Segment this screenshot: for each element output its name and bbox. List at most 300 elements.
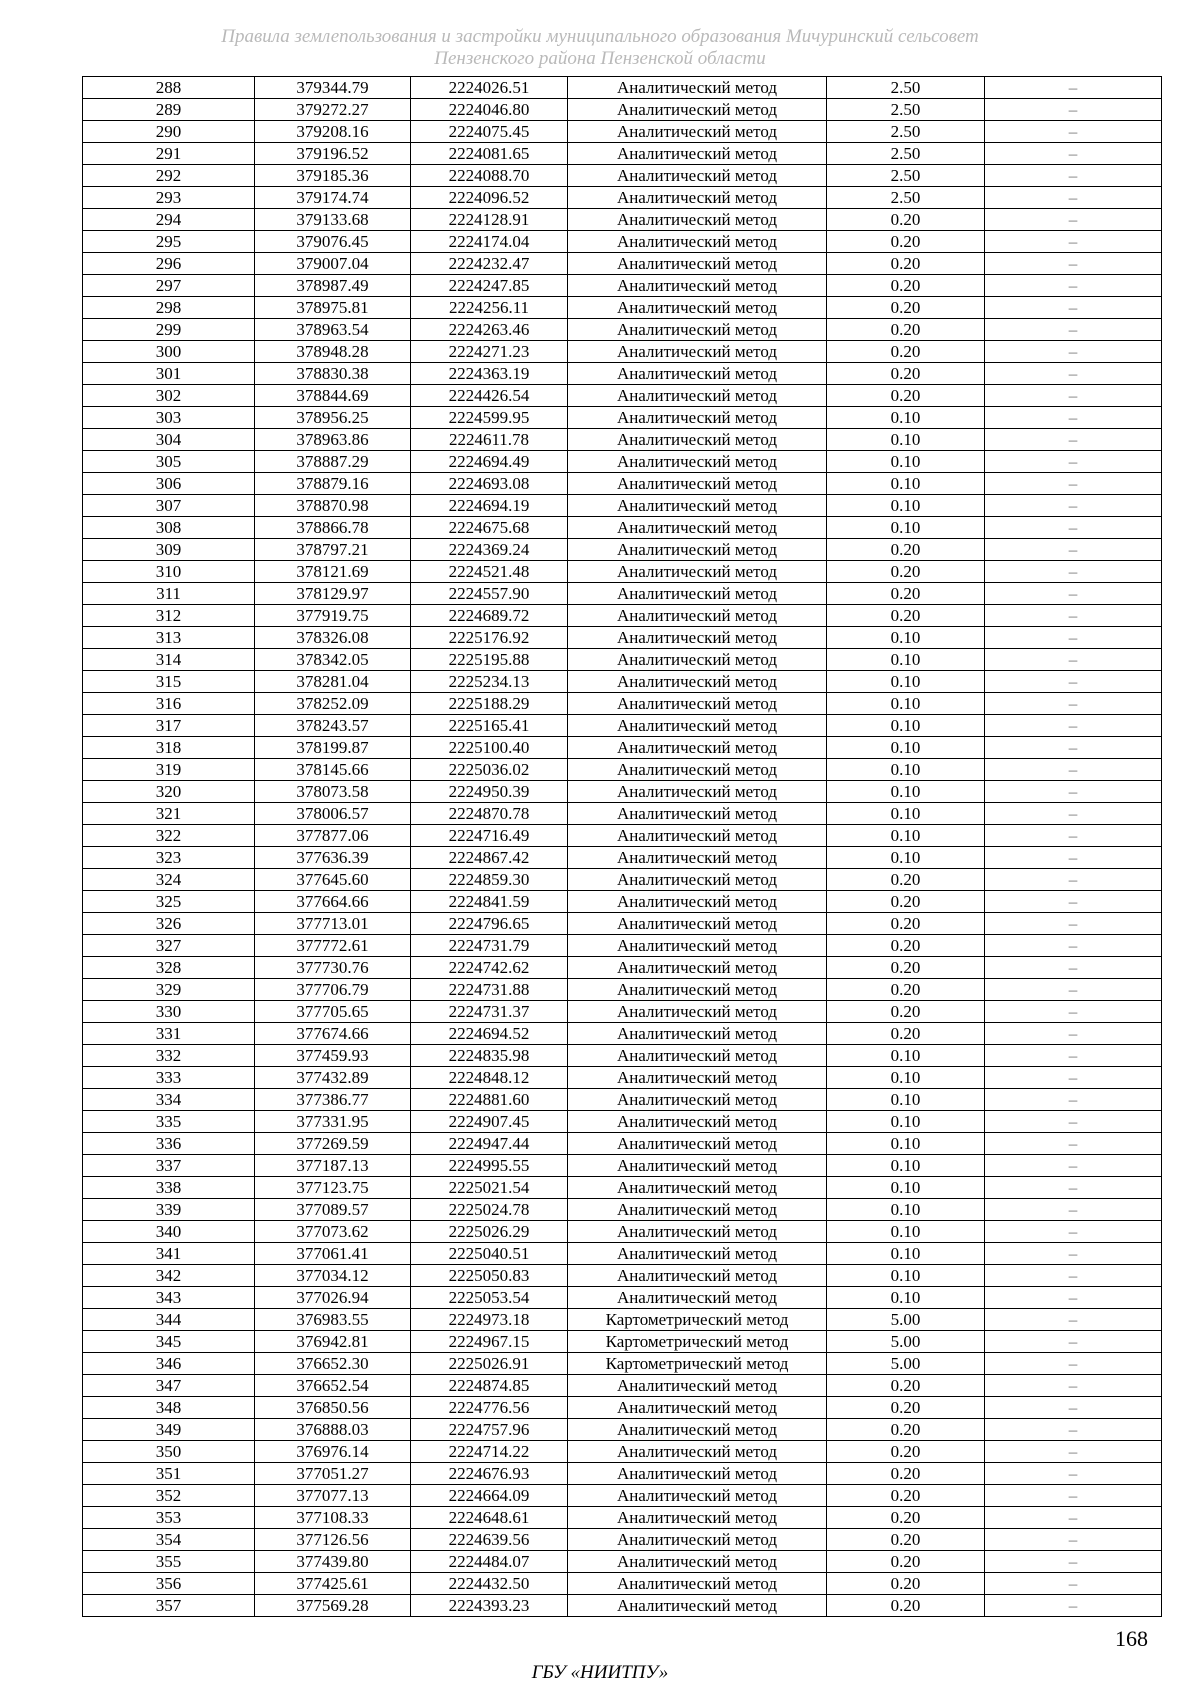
accuracy-cell: 0.10	[827, 1199, 985, 1221]
method-cell: Аналитический метод	[568, 759, 827, 781]
method-cell: Аналитический метод	[568, 209, 827, 231]
point-number-cell: 288	[83, 77, 255, 99]
y-coordinate-cell: 2224432.50	[411, 1573, 568, 1595]
table-row	[83, 231, 1162, 253]
x-coordinate-cell: 379344.79	[255, 77, 411, 99]
note-cell: –	[985, 1199, 1162, 1221]
table-row	[83, 187, 1162, 209]
table-row	[83, 121, 1162, 143]
method-cell: Аналитический метод	[568, 847, 827, 869]
accuracy-cell: 0.10	[827, 429, 985, 451]
accuracy-cell: 0.20	[827, 539, 985, 561]
x-coordinate-cell: 378342.05	[255, 649, 411, 671]
x-coordinate-cell: 377061.41	[255, 1243, 411, 1265]
y-coordinate-cell: 2224128.91	[411, 209, 568, 231]
table-row	[83, 1265, 1162, 1287]
point-number-cell: 349	[83, 1419, 255, 1441]
y-coordinate-cell: 2224599.95	[411, 407, 568, 429]
x-coordinate-cell: 378073.58	[255, 781, 411, 803]
method-cell: Аналитический метод	[568, 1265, 827, 1287]
y-coordinate-cell: 2224973.18	[411, 1309, 568, 1331]
y-coordinate-cell: 2225195.88	[411, 649, 568, 671]
accuracy-cell: 0.20	[827, 561, 985, 583]
x-coordinate-cell: 378879.16	[255, 473, 411, 495]
x-coordinate-cell: 378887.29	[255, 451, 411, 473]
table-row	[83, 1243, 1162, 1265]
x-coordinate-cell: 379196.52	[255, 143, 411, 165]
x-coordinate-cell: 376850.56	[255, 1397, 411, 1419]
note-cell: –	[985, 1397, 1162, 1419]
x-coordinate-cell: 378129.97	[255, 583, 411, 605]
x-coordinate-cell: 379272.27	[255, 99, 411, 121]
point-number-cell: 338	[83, 1177, 255, 1199]
method-cell: Аналитический метод	[568, 1507, 827, 1529]
point-number-cell: 354	[83, 1529, 255, 1551]
point-number-cell: 331	[83, 1023, 255, 1045]
note-cell: –	[985, 517, 1162, 539]
y-coordinate-cell: 2224046.80	[411, 99, 568, 121]
x-coordinate-cell: 378199.87	[255, 737, 411, 759]
method-cell: Аналитический метод	[568, 297, 827, 319]
accuracy-cell: 0.20	[827, 385, 985, 407]
y-coordinate-cell: 2225234.13	[411, 671, 568, 693]
method-cell: Аналитический метод	[568, 979, 827, 1001]
table-row	[83, 143, 1162, 165]
y-coordinate-cell: 2224484.07	[411, 1551, 568, 1573]
accuracy-cell: 0.10	[827, 715, 985, 737]
table-row	[83, 473, 1162, 495]
accuracy-cell: 0.20	[827, 957, 985, 979]
y-coordinate-cell: 2224256.11	[411, 297, 568, 319]
x-coordinate-cell: 379076.45	[255, 231, 411, 253]
note-cell: –	[985, 583, 1162, 605]
method-cell: Аналитический метод	[568, 99, 827, 121]
note-cell: –	[985, 781, 1162, 803]
accuracy-cell: 0.20	[827, 979, 985, 1001]
page-footer: ГБУ «НИИТПУ»	[531, 1662, 669, 1683]
y-coordinate-cell: 2224694.49	[411, 451, 568, 473]
x-coordinate-cell: 378956.25	[255, 407, 411, 429]
y-coordinate-cell: 2225100.40	[411, 737, 568, 759]
accuracy-cell: 0.20	[827, 1397, 985, 1419]
y-coordinate-cell: 2225021.54	[411, 1177, 568, 1199]
y-coordinate-cell: 2224950.39	[411, 781, 568, 803]
accuracy-cell: 0.10	[827, 649, 985, 671]
note-cell: –	[985, 1485, 1162, 1507]
point-number-cell: 303	[83, 407, 255, 429]
y-coordinate-cell: 2224907.45	[411, 1111, 568, 1133]
table-row	[83, 99, 1162, 121]
method-cell: Аналитический метод	[568, 539, 827, 561]
point-number-cell: 340	[83, 1221, 255, 1243]
table-row	[83, 517, 1162, 539]
note-cell: –	[985, 1001, 1162, 1023]
x-coordinate-cell: 379007.04	[255, 253, 411, 275]
x-coordinate-cell: 377706.79	[255, 979, 411, 1001]
method-cell: Аналитический метод	[568, 165, 827, 187]
note-cell: –	[985, 1309, 1162, 1331]
note-cell: –	[985, 957, 1162, 979]
y-coordinate-cell: 2224859.30	[411, 869, 568, 891]
x-coordinate-cell: 378243.57	[255, 715, 411, 737]
point-number-cell: 355	[83, 1551, 255, 1573]
x-coordinate-cell: 378326.08	[255, 627, 411, 649]
x-coordinate-cell: 378948.28	[255, 341, 411, 363]
point-number-cell: 357	[83, 1595, 255, 1617]
note-cell: –	[985, 671, 1162, 693]
accuracy-cell: 0.10	[827, 671, 985, 693]
x-coordinate-cell: 378252.09	[255, 693, 411, 715]
x-coordinate-cell: 377664.66	[255, 891, 411, 913]
accuracy-cell: 0.20	[827, 1507, 985, 1529]
table-row	[83, 847, 1162, 869]
accuracy-cell: 0.10	[827, 1089, 985, 1111]
x-coordinate-cell: 376652.30	[255, 1353, 411, 1375]
x-coordinate-cell: 378987.49	[255, 275, 411, 297]
y-coordinate-cell: 2224947.44	[411, 1133, 568, 1155]
table-row	[83, 1133, 1162, 1155]
table-row	[83, 825, 1162, 847]
method-cell: Аналитический метод	[568, 1089, 827, 1111]
x-coordinate-cell: 377089.57	[255, 1199, 411, 1221]
note-cell: –	[985, 297, 1162, 319]
method-cell: Картометрический метод	[568, 1309, 827, 1331]
point-number-cell: 298	[83, 297, 255, 319]
note-cell: –	[985, 1067, 1162, 1089]
coordinates-table-wrapper	[82, 76, 1161, 1617]
x-coordinate-cell: 376652.54	[255, 1375, 411, 1397]
x-coordinate-cell: 377386.77	[255, 1089, 411, 1111]
table-row	[83, 781, 1162, 803]
x-coordinate-cell: 377432.89	[255, 1067, 411, 1089]
note-cell: –	[985, 143, 1162, 165]
table-row	[83, 1067, 1162, 1089]
accuracy-cell: 0.20	[827, 1551, 985, 1573]
accuracy-cell: 0.10	[827, 1177, 985, 1199]
note-cell: –	[985, 803, 1162, 825]
method-cell: Аналитический метод	[568, 671, 827, 693]
note-cell: –	[985, 187, 1162, 209]
table-row	[83, 957, 1162, 979]
note-cell: –	[985, 847, 1162, 869]
method-cell: Аналитический метод	[568, 935, 827, 957]
point-number-cell: 353	[83, 1507, 255, 1529]
note-cell: –	[985, 319, 1162, 341]
table-row	[83, 1485, 1162, 1507]
accuracy-cell: 2.50	[827, 77, 985, 99]
table-row	[83, 583, 1162, 605]
method-cell: Аналитический метод	[568, 1067, 827, 1089]
table-row	[83, 1155, 1162, 1177]
table-row	[83, 385, 1162, 407]
point-number-cell: 334	[83, 1089, 255, 1111]
accuracy-cell: 0.10	[827, 1133, 985, 1155]
note-cell: –	[985, 1463, 1162, 1485]
accuracy-cell: 0.10	[827, 627, 985, 649]
accuracy-cell: 0.20	[827, 1419, 985, 1441]
y-coordinate-cell: 2224731.37	[411, 1001, 568, 1023]
table-row	[83, 539, 1162, 561]
table-row	[83, 319, 1162, 341]
table-row	[83, 495, 1162, 517]
x-coordinate-cell: 377919.75	[255, 605, 411, 627]
y-coordinate-cell: 2224848.12	[411, 1067, 568, 1089]
note-cell: –	[985, 451, 1162, 473]
point-number-cell: 339	[83, 1199, 255, 1221]
method-cell: Аналитический метод	[568, 1419, 827, 1441]
note-cell: –	[985, 1133, 1162, 1155]
point-number-cell: 315	[83, 671, 255, 693]
accuracy-cell: 0.10	[827, 1221, 985, 1243]
method-cell: Аналитический метод	[568, 605, 827, 627]
point-number-cell: 296	[83, 253, 255, 275]
note-cell: –	[985, 1155, 1162, 1177]
y-coordinate-cell: 2224075.45	[411, 121, 568, 143]
y-coordinate-cell: 2224731.79	[411, 935, 568, 957]
method-cell: Аналитический метод	[568, 275, 827, 297]
accuracy-cell: 0.10	[827, 1265, 985, 1287]
point-number-cell: 318	[83, 737, 255, 759]
point-number-cell: 323	[83, 847, 255, 869]
y-coordinate-cell: 2224557.90	[411, 583, 568, 605]
x-coordinate-cell: 377123.75	[255, 1177, 411, 1199]
table-row	[83, 1089, 1162, 1111]
y-coordinate-cell: 2225176.92	[411, 627, 568, 649]
note-cell: –	[985, 539, 1162, 561]
point-number-cell: 326	[83, 913, 255, 935]
point-number-cell: 312	[83, 605, 255, 627]
note-cell: –	[985, 1573, 1162, 1595]
point-number-cell: 333	[83, 1067, 255, 1089]
table-row	[83, 1463, 1162, 1485]
table-row	[83, 649, 1162, 671]
x-coordinate-cell: 377026.94	[255, 1287, 411, 1309]
accuracy-cell: 0.10	[827, 1067, 985, 1089]
y-coordinate-cell: 2224648.61	[411, 1507, 568, 1529]
method-cell: Аналитический метод	[568, 781, 827, 803]
x-coordinate-cell: 377077.13	[255, 1485, 411, 1507]
table-row	[83, 1023, 1162, 1045]
point-number-cell: 319	[83, 759, 255, 781]
point-number-cell: 330	[83, 1001, 255, 1023]
header-line-1: Правила землепользования и застройки муниципального образования Мичуринский сельсовет	[221, 26, 979, 47]
note-cell: –	[985, 759, 1162, 781]
note-cell: –	[985, 1265, 1162, 1287]
accuracy-cell: 0.10	[827, 495, 985, 517]
point-number-cell: 290	[83, 121, 255, 143]
x-coordinate-cell: 376942.81	[255, 1331, 411, 1353]
accuracy-cell: 2.50	[827, 165, 985, 187]
note-cell: –	[985, 1045, 1162, 1067]
table-row	[83, 429, 1162, 451]
method-cell: Аналитический метод	[568, 583, 827, 605]
note-cell: –	[985, 429, 1162, 451]
x-coordinate-cell: 376983.55	[255, 1309, 411, 1331]
method-cell: Аналитический метод	[568, 803, 827, 825]
x-coordinate-cell: 378797.21	[255, 539, 411, 561]
table-row	[83, 1111, 1162, 1133]
note-cell: –	[985, 209, 1162, 231]
method-cell: Аналитический метод	[568, 495, 827, 517]
point-number-cell: 310	[83, 561, 255, 583]
table-row	[83, 1595, 1162, 1617]
y-coordinate-cell: 2224796.65	[411, 913, 568, 935]
method-cell: Аналитический метод	[568, 1221, 827, 1243]
point-number-cell: 324	[83, 869, 255, 891]
y-coordinate-cell: 2225053.54	[411, 1287, 568, 1309]
y-coordinate-cell: 2224757.96	[411, 1419, 568, 1441]
y-coordinate-cell: 2224232.47	[411, 253, 568, 275]
x-coordinate-cell: 378006.57	[255, 803, 411, 825]
x-coordinate-cell: 377877.06	[255, 825, 411, 847]
table-row	[83, 363, 1162, 385]
x-coordinate-cell: 378844.69	[255, 385, 411, 407]
table-row	[83, 869, 1162, 891]
y-coordinate-cell: 2224639.56	[411, 1529, 568, 1551]
x-coordinate-cell: 377108.33	[255, 1507, 411, 1529]
point-number-cell: 352	[83, 1485, 255, 1507]
note-cell: –	[985, 1375, 1162, 1397]
note-cell: –	[985, 1023, 1162, 1045]
point-number-cell: 295	[83, 231, 255, 253]
point-number-cell: 320	[83, 781, 255, 803]
header-line-2: Пензенского района Пензенской области	[434, 48, 766, 69]
accuracy-cell: 0.20	[827, 231, 985, 253]
y-coordinate-cell: 2224694.19	[411, 495, 568, 517]
table-row	[83, 209, 1162, 231]
accuracy-cell: 2.50	[827, 187, 985, 209]
accuracy-cell: 0.10	[827, 1287, 985, 1309]
table-row	[83, 253, 1162, 275]
x-coordinate-cell: 378121.69	[255, 561, 411, 583]
note-cell: –	[985, 231, 1162, 253]
y-coordinate-cell: 2224881.60	[411, 1089, 568, 1111]
y-coordinate-cell: 2224521.48	[411, 561, 568, 583]
table-row	[83, 979, 1162, 1001]
y-coordinate-cell: 2224689.72	[411, 605, 568, 627]
x-coordinate-cell: 377705.65	[255, 1001, 411, 1023]
point-number-cell: 351	[83, 1463, 255, 1485]
point-number-cell: 308	[83, 517, 255, 539]
note-cell: –	[985, 693, 1162, 715]
table-row	[83, 1507, 1162, 1529]
method-cell: Аналитический метод	[568, 143, 827, 165]
point-number-cell: 306	[83, 473, 255, 495]
x-coordinate-cell: 379185.36	[255, 165, 411, 187]
point-number-cell: 343	[83, 1287, 255, 1309]
x-coordinate-cell: 377439.80	[255, 1551, 411, 1573]
note-cell: –	[985, 473, 1162, 495]
method-cell: Аналитический метод	[568, 1155, 827, 1177]
method-cell: Аналитический метод	[568, 869, 827, 891]
y-coordinate-cell: 2224174.04	[411, 231, 568, 253]
x-coordinate-cell: 377425.61	[255, 1573, 411, 1595]
y-coordinate-cell: 2224675.68	[411, 517, 568, 539]
y-coordinate-cell: 2224271.23	[411, 341, 568, 363]
point-number-cell: 350	[83, 1441, 255, 1463]
accuracy-cell: 0.20	[827, 363, 985, 385]
accuracy-cell: 0.20	[827, 1441, 985, 1463]
method-cell: Аналитический метод	[568, 253, 827, 275]
note-cell: –	[985, 1089, 1162, 1111]
accuracy-cell: 0.20	[827, 913, 985, 935]
accuracy-cell: 0.10	[827, 517, 985, 539]
method-cell: Аналитический метод	[568, 1133, 827, 1155]
point-number-cell: 317	[83, 715, 255, 737]
note-cell: –	[985, 979, 1162, 1001]
point-number-cell: 293	[83, 187, 255, 209]
x-coordinate-cell: 378830.38	[255, 363, 411, 385]
accuracy-cell: 2.50	[827, 143, 985, 165]
y-coordinate-cell: 2225036.02	[411, 759, 568, 781]
x-coordinate-cell: 377730.76	[255, 957, 411, 979]
accuracy-cell: 0.10	[827, 759, 985, 781]
y-coordinate-cell: 2224742.62	[411, 957, 568, 979]
accuracy-cell: 2.50	[827, 121, 985, 143]
accuracy-cell: 0.10	[827, 825, 985, 847]
point-number-cell: 314	[83, 649, 255, 671]
method-cell: Аналитический метод	[568, 913, 827, 935]
accuracy-cell: 0.20	[827, 297, 985, 319]
point-number-cell: 329	[83, 979, 255, 1001]
method-cell: Аналитический метод	[568, 231, 827, 253]
method-cell: Аналитический метод	[568, 1243, 827, 1265]
accuracy-cell: 0.20	[827, 935, 985, 957]
point-number-cell: 297	[83, 275, 255, 297]
table-row	[83, 1573, 1162, 1595]
method-cell: Аналитический метод	[568, 407, 827, 429]
method-cell: Аналитический метод	[568, 1595, 827, 1617]
point-number-cell: 309	[83, 539, 255, 561]
y-coordinate-cell: 2224426.54	[411, 385, 568, 407]
note-cell: –	[985, 253, 1162, 275]
point-number-cell: 335	[83, 1111, 255, 1133]
table-row	[83, 1045, 1162, 1067]
table-row	[83, 627, 1162, 649]
point-number-cell: 300	[83, 341, 255, 363]
note-cell: –	[985, 1551, 1162, 1573]
note-cell: –	[985, 627, 1162, 649]
note-cell: –	[985, 869, 1162, 891]
note-cell: –	[985, 495, 1162, 517]
point-number-cell: 337	[83, 1155, 255, 1177]
method-cell: Картометрический метод	[568, 1331, 827, 1353]
x-coordinate-cell: 377073.62	[255, 1221, 411, 1243]
x-coordinate-cell: 378975.81	[255, 297, 411, 319]
method-cell: Аналитический метод	[568, 649, 827, 671]
x-coordinate-cell: 377331.95	[255, 1111, 411, 1133]
accuracy-cell: 0.20	[827, 1463, 985, 1485]
method-cell: Аналитический метод	[568, 1463, 827, 1485]
note-cell: –	[985, 1177, 1162, 1199]
note-cell: –	[985, 737, 1162, 759]
y-coordinate-cell: 2224096.52	[411, 187, 568, 209]
method-cell: Аналитический метод	[568, 1397, 827, 1419]
y-coordinate-cell: 2224776.56	[411, 1397, 568, 1419]
x-coordinate-cell: 378866.78	[255, 517, 411, 539]
y-coordinate-cell: 2224967.15	[411, 1331, 568, 1353]
y-coordinate-cell: 2224026.51	[411, 77, 568, 99]
point-number-cell: 311	[83, 583, 255, 605]
y-coordinate-cell: 2224363.19	[411, 363, 568, 385]
table-row	[83, 407, 1162, 429]
table-row	[83, 275, 1162, 297]
accuracy-cell: 0.10	[827, 407, 985, 429]
accuracy-cell: 0.10	[827, 847, 985, 869]
point-number-cell: 345	[83, 1331, 255, 1353]
note-cell: –	[985, 1331, 1162, 1353]
accuracy-cell: 0.20	[827, 1375, 985, 1397]
